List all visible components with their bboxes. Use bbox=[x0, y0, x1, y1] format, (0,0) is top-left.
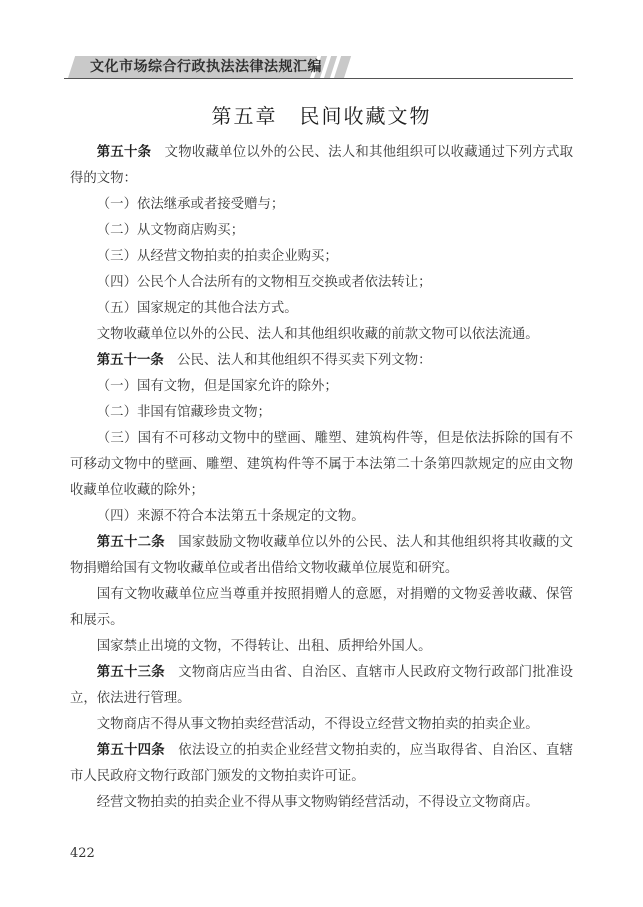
paragraph bbox=[70, 374, 573, 400]
article-paragraph bbox=[70, 530, 573, 582]
paragraph bbox=[70, 504, 573, 530]
paragraph-text: （三）国有不可移动文物中的壁画、雕塑、建筑构件等，但是依法拆除的国有不可移动文物中的壁画、雕塑、建筑构件等不属于本法第二十条第四款规定的应由文物收藏单位收藏的除外； bbox=[70, 431, 573, 498]
paragraph-text: 文物商店不得从事文物拍卖经营活动，不得设立经营文物拍卖的拍卖企业。 bbox=[96, 717, 539, 732]
paragraph-text: 国有文物收藏单位应当尊重并按照捐赠人的意愿，对捐赠的文物妥善收藏、保管和展示。 bbox=[70, 587, 573, 628]
article-paragraph bbox=[70, 660, 573, 712]
paragraph-text: （二）从文物商店购买； bbox=[96, 223, 245, 238]
paragraph bbox=[70, 192, 573, 218]
chapter-number: 第五章 bbox=[211, 104, 278, 128]
article-number: 第五十三条 bbox=[96, 665, 165, 680]
article-number: 第五十一条 bbox=[96, 353, 164, 368]
paragraph bbox=[70, 426, 573, 504]
paragraph-text: 文物收藏单位以外的公民、法人和其他组织可以收藏通过下列方式取得的文物： bbox=[70, 145, 574, 186]
paragraph bbox=[70, 244, 573, 270]
paragraph-text: （二）非国有馆藏珍贵文物； bbox=[96, 405, 271, 420]
paragraph bbox=[70, 218, 573, 244]
paragraph-text: （一）依法继承或者接受赠与； bbox=[96, 197, 285, 212]
paragraph-text: 国家禁止出境的文物，不得转让、出租、质押给外国人。 bbox=[96, 639, 432, 654]
paragraph bbox=[70, 712, 573, 738]
paragraph bbox=[70, 296, 573, 322]
body-text bbox=[70, 140, 573, 816]
paragraph bbox=[70, 322, 573, 348]
paragraph-text: 文物商店应当由省、自治区、直辖市人民政府文物行政部门批准设立，依法进行管理。 bbox=[70, 665, 574, 706]
paragraph-text: 文物收藏单位以外的公民、法人和其他组织收藏的前款文物可以依法流通。 bbox=[96, 327, 539, 342]
header-rule bbox=[64, 78, 573, 79]
article-paragraph bbox=[70, 348, 573, 374]
paragraph-text: （四）来源不符合本法第五十条规定的文物。 bbox=[96, 509, 365, 524]
paragraph-text: （五）国家规定的其他合法方式。 bbox=[96, 301, 298, 316]
paragraph bbox=[70, 634, 573, 660]
paragraph bbox=[70, 790, 573, 816]
article-paragraph bbox=[70, 738, 573, 790]
paragraph bbox=[70, 582, 573, 634]
article-number: 第五十条 bbox=[96, 145, 152, 160]
article-number: 第五十二条 bbox=[96, 535, 165, 550]
paragraph-text: 国家鼓励文物收藏单位以外的公民、法人和其他组织将其收藏的文物捐赠给国有文物收藏单位或者出借给文物收藏单位展览和研究。 bbox=[70, 535, 574, 576]
paragraph-text: （三）从经营文物拍卖的拍卖企业购买； bbox=[96, 249, 338, 264]
paragraph-text: （一）国有文物，但是国家允许的除外； bbox=[96, 379, 338, 394]
article-number: 第五十四条 bbox=[96, 743, 165, 758]
paragraph-text: 公民、法人和其他组织不得买卖下列文物： bbox=[177, 353, 432, 368]
paragraph-text: 依法设立的拍卖企业经营文物拍卖的，应当取得省、自治区、直辖市人民政府文物行政部门颁发的文物拍卖许可证。 bbox=[70, 743, 574, 784]
paragraph bbox=[70, 400, 573, 426]
article-paragraph bbox=[70, 140, 573, 192]
chapter-title bbox=[0, 103, 643, 129]
running-header-title: 文化市场综合行政执法法律法规汇编 bbox=[90, 59, 322, 75]
paragraph-text: 经营文物拍卖的拍卖企业不得从事文物购销经营活动，不得设立文物商店。 bbox=[96, 795, 539, 810]
paragraph bbox=[70, 270, 573, 296]
page-number: 422 bbox=[70, 846, 95, 861]
paragraph-text: （四）公民个人合法所有的文物相互交换或者依法转让； bbox=[96, 275, 432, 290]
chapter-name: 民间收藏文物 bbox=[299, 104, 432, 128]
